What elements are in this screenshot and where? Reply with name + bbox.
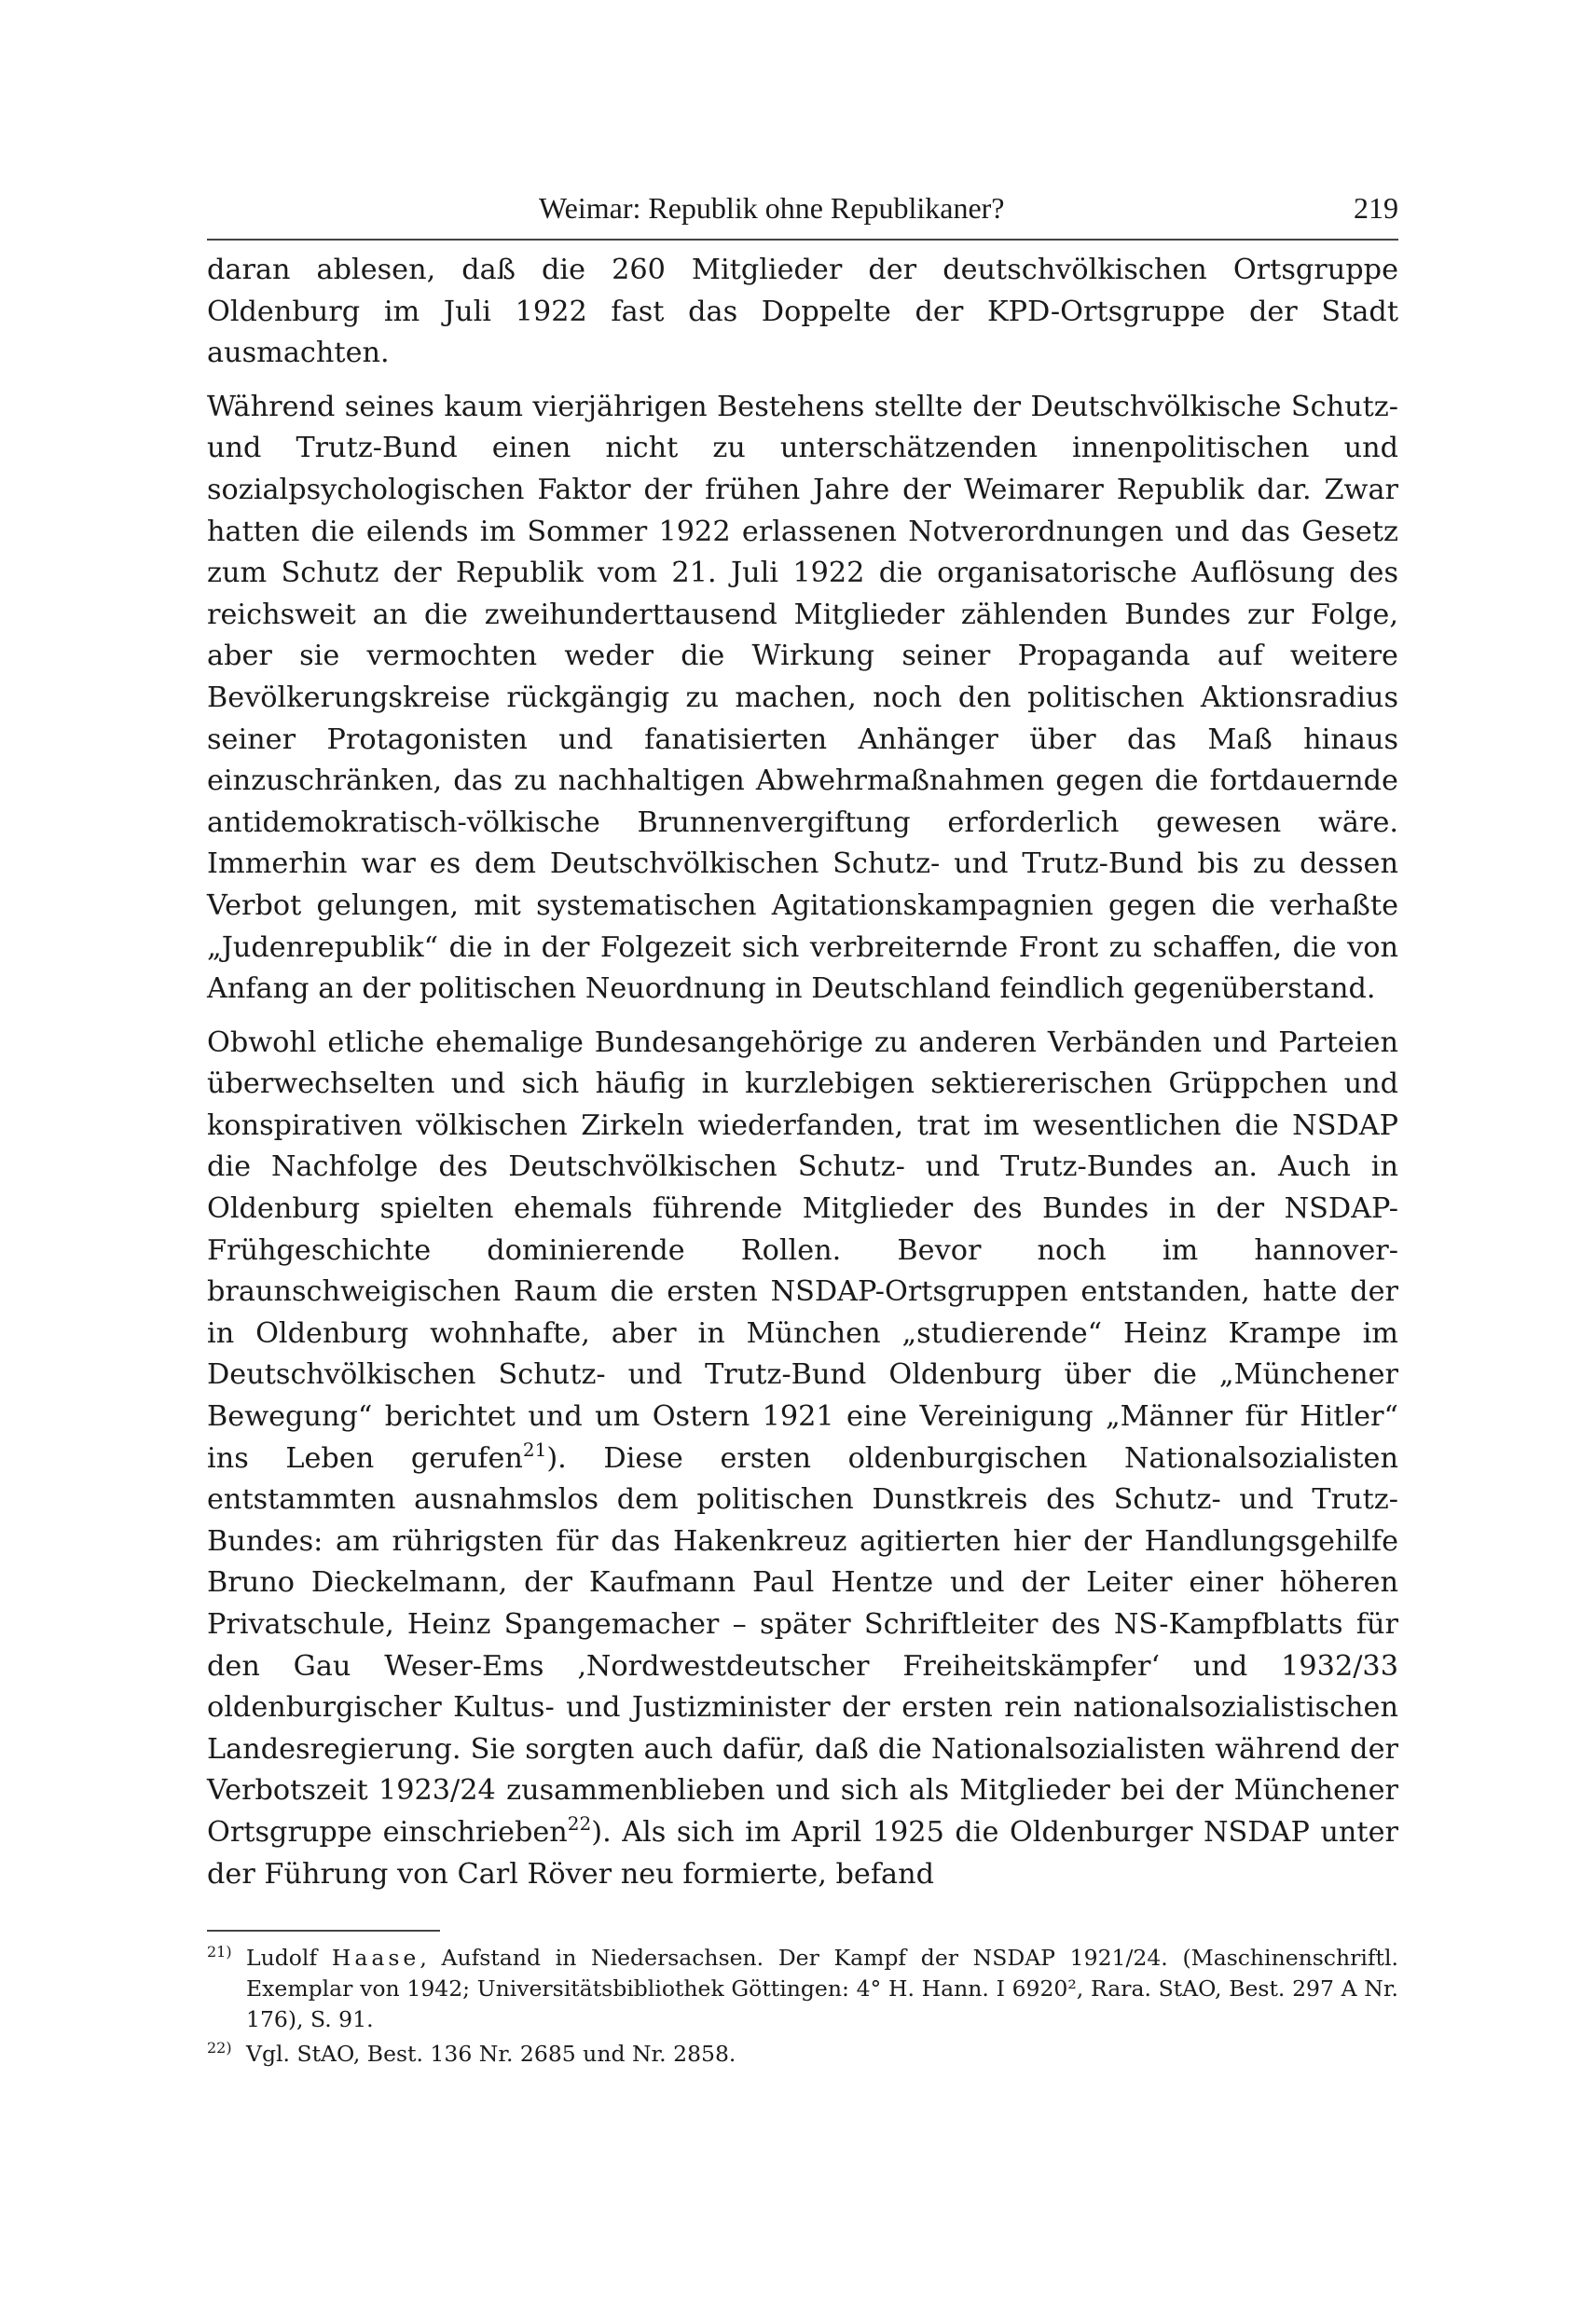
footnote-22 <box>207 2039 1398 2070</box>
footnote-marker-21: 21) <box>207 1943 232 1961</box>
footnote-22-text: Vgl. StAO, Best. 136 Nr. 2685 und Nr. 2858. <box>246 2041 736 2067</box>
header-rule <box>207 239 1398 241</box>
page-number: 219 <box>1354 191 1398 225</box>
footnote-21-text-after: , Aufstand in Niedersachsen. Der Kampf der NSDAP 1921/24. (Maschinenschriftl. Exemplar von 1942; Universitätsbibliothek Göttingen: 4° H. Hann. I 6920², Rara. StAO, Best. 297 A Nr. 176), S. 91. <box>246 1945 1398 2032</box>
footnotes <box>207 1943 1398 2070</box>
paragraph-2-text: Während seines kaum vierjährigen Bestehens stellte der Deutschvölkische Schutz- und Trutz-Bund einen nicht zu unterschätzenden innenpolitischen und sozialpsychologischen Faktor der frühen Jahre der Weimarer Republik dar. Zwar hatten die eilends im Sommer 1922 erlassenen Notverordnungen und das Gesetz zum Schutz der Republik vom 21. Juli 1922 die organisatorische Auflösung des reichsweit an die zweihunderttausend Mitglieder zählenden Bundes zur Folge, aber sie vermochten weder die Wirkung seiner Propaganda auf weitere Bevölkerungskreise rückgängig zu machen, noch den politischen Aktionsradius seiner Protagonisten und fanatisierten Anhänger über das Maß hinaus einzuschränken, das zu nachhaltigen Abwehrmaßnahmen gegen die fortdauernde antidemokratisch-völkische Brunnenvergiftung erforderlich gewesen wäre. Immerhin war es dem Deutschvölkischen Schutz- und Trutz-Bund bis zu dessen Verbot gelungen, mit systematischen Agitationskampagnien gegen die verhaßte „Judenrepublik“ die in der Folgezeit sich verbreiternde Front zu schaffen, die von Anfang an der politischen Neuordnung in Deutschland feindlich gegenüberstand. <box>207 390 1398 1006</box>
paragraph-3-text-c: ). Als sich im April 1925 die Oldenburger NSDAP unter der Führung von Carl Röver neu formierte, befand <box>207 1815 1399 1891</box>
paragraph-3 <box>207 1023 1398 1895</box>
footnote-marker-22: 22) <box>207 2039 232 2057</box>
footnote-21 <box>207 1943 1398 2035</box>
footnote-rule <box>207 1930 440 1932</box>
running-head-title: Weimar: Republik ohne Republikaner? <box>539 191 1005 225</box>
body-text <box>207 250 1398 1895</box>
footnote-21-text-before: Ludolf <box>246 1945 332 1971</box>
footnote-reference-22[interactable]: 22 <box>567 1811 592 1835</box>
footnote-21-author: Haase <box>331 1945 420 1971</box>
paragraph-1-text: daran ablesen, daß die 260 Mitglieder der deutschvölkischen Ortsgruppe Oldenburg im Juli 1922 fast das Doppelte der KPD-Ortsgruppe der Stadt ausmachten. <box>207 254 1398 370</box>
running-head <box>207 185 1398 231</box>
paragraph-1 <box>207 250 1398 375</box>
paragraph-3-text-b: ). Diese ersten oldenburgischen Nationalsozialisten entstammten ausnahmslos dem politischen Dunstkreis des Schutz- und Trutz-Bundes: am rührigsten für das Hakenkreuz agitierten hier der Handlungsgehilfe Bruno Dieckelmann, der Kaufmann Paul Hentze und der Leiter einer höheren Privatschule, Heinz Spangemacher – später Schriftleiter des NS-Kampfblatts für den Gau Weser-Ems ‚Nordwestdeutscher Freiheitskämpfer‘ und 1932/33 oldenburgischer Kultus- und Justizminister der ersten rein nationalsozialistischen Landesregierung. Sie sorgten auch dafür, daß die Nationalsozialisten während der Verbotszeit 1923/24 zusammenblieben und sich als Mitglieder bei der Münchener Ortsgruppe einschrieben <box>207 1441 1399 1849</box>
paragraph-2 <box>207 387 1398 1011</box>
footnote-reference-21[interactable]: 21 <box>522 1438 547 1461</box>
paragraph-3-text-a: Obwohl etliche ehemalige Bundesangehörige zu anderen Verbänden und Parteien überwechselten und sich häufig in kurzlebigen sektiererischen Grüppchen und konspirativen völkischen Zirkeln wiederfanden, trat im wesentlichen die NSDAP die Nachfolge des Deutschvölkischen Schutz- und Trutz-Bundes an. Auch in Oldenburg spielten ehemals führende Mitglieder des Bundes in der NSDAP-Frühgeschichte dominierende Rollen. Bevor noch im hannover-braunschweigischen Raum die ersten NSDAP-Ortsgruppen entstanden, hatte der in Oldenburg wohnhafte, aber in München „studierende“ Heinz Krampe im Deutschvölkischen Schutz- und Trutz-Bund Oldenburg über die „Münchener Bewegung“ berichtet und um Ostern 1921 eine Vereinigung „Männer für Hitler“ ins Leben gerufen <box>207 1025 1398 1475</box>
